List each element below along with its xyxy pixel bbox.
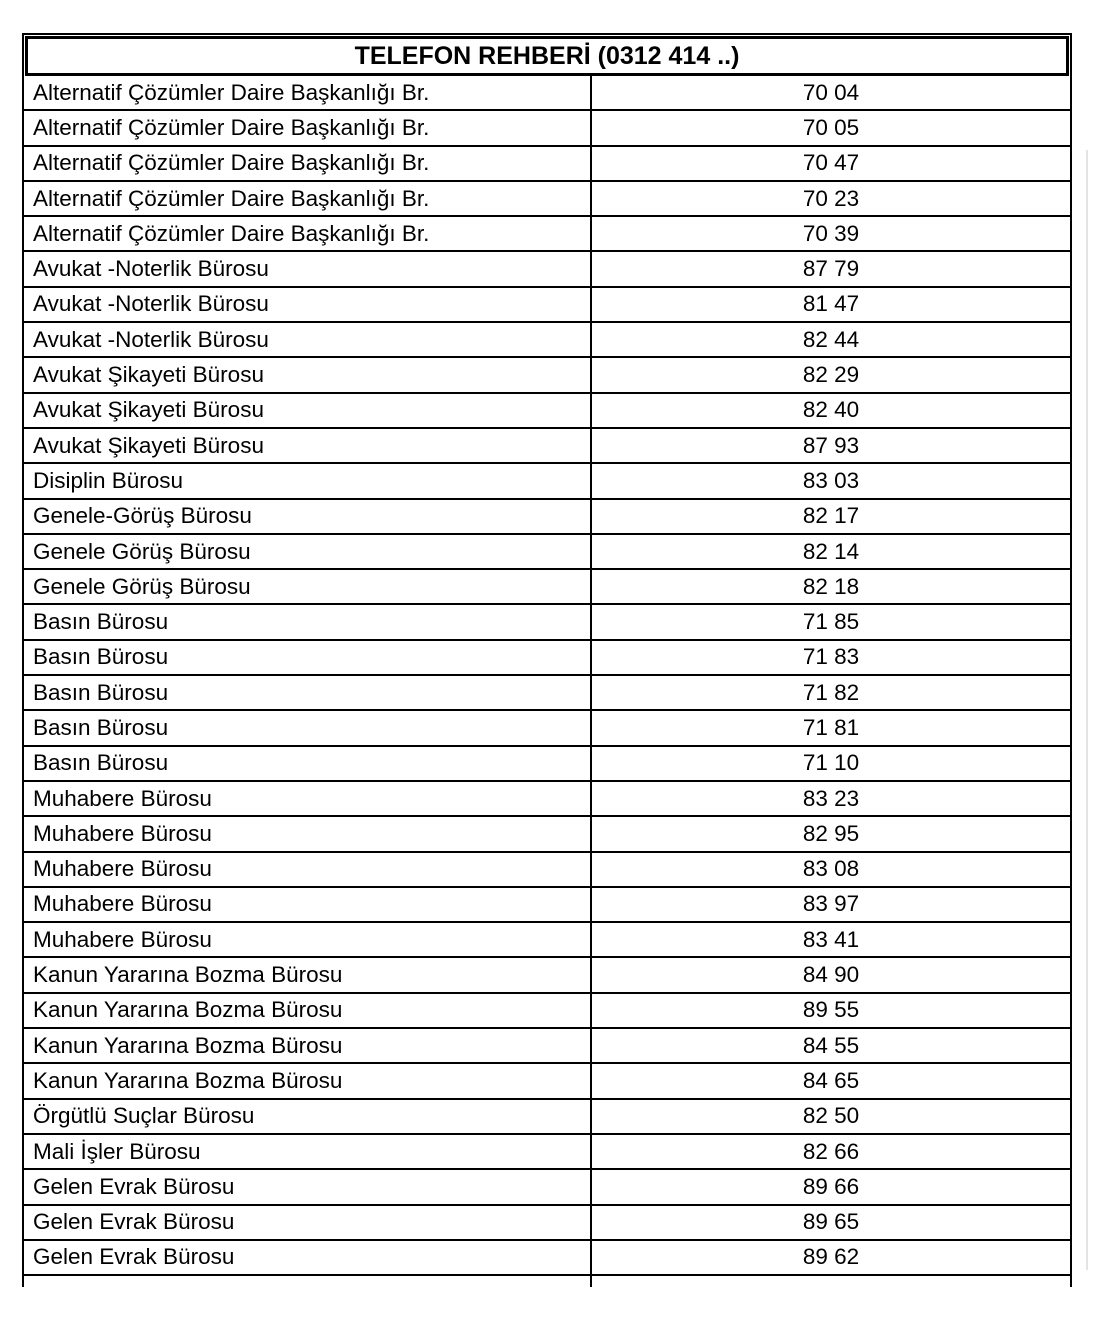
phone-number-cell: 82 29 [590,358,1070,391]
phone-number-cell: 82 14 [590,535,1070,568]
table-row [24,252,1070,287]
office-name-cell: Genele Görüş Bürosu [33,538,251,564]
table-row [24,1135,1070,1170]
office-name-cell: Genele Görüş Bürosu [33,573,251,599]
table-row [24,747,1070,782]
phone-number-cell: 71 82 [590,676,1070,709]
table-row [24,676,1070,711]
phone-number-cell: 70 39 [590,217,1070,250]
table-row [24,535,1070,570]
phone-number-cell: 71 85 [590,605,1070,638]
scan-artifact-line [1086,150,1088,1270]
office-name-cell: Basın Bürosu [33,644,169,670]
table-row [24,111,1070,146]
phone-number-cell: 82 66 [590,1135,1070,1168]
table-row [24,958,1070,993]
office-name-cell: Kanun Yararına Bozma Bürosu [33,962,343,988]
table-row [24,605,1070,640]
table-row [24,817,1070,852]
phone-number-cell: 84 55 [590,1029,1070,1062]
phone-number-cell: 89 65 [590,1206,1070,1239]
table-title-text: TELEFON REHBERİ (0312 414 ..) [354,41,740,70]
office-name-cell: Kanun Yararına Bozma Bürosu [33,1032,343,1058]
table-row [24,711,1070,746]
table-row [24,1170,1070,1205]
office-name-cell: Avukat Şikayeti Bürosu [33,362,264,388]
phone-number-cell: 83 23 [590,782,1070,815]
office-name-cell: Muhabere Bürosu [33,891,212,917]
phone-number-cell: 84 65 [590,1064,1070,1097]
office-name-cell: Muhabere Bürosu [33,926,212,952]
phone-number-cell: 82 50 [590,1100,1070,1133]
office-name-cell: Alternatif Çözümler Daire Başkanlığı Br. [33,220,430,246]
table-row [24,147,1070,182]
office-name-cell: Alternatif Çözümler Daire Başkanlığı Br. [33,114,430,140]
phone-number-cell: 82 44 [590,323,1070,356]
office-name-cell: Gelen Evrak Bürosu [33,1244,235,1270]
table-row [24,641,1070,676]
phone-number-cell: 70 47 [590,147,1070,180]
phone-number-cell: 70 23 [590,182,1070,215]
phone-number-cell: 71 10 [590,747,1070,780]
phone-number-cell: 89 66 [590,1170,1070,1203]
office-name-cell: Basın Bürosu [33,679,169,705]
table-row [24,1064,1070,1099]
phone-number-cell: 82 17 [590,500,1070,533]
table-row [24,288,1070,323]
office-name-cell: Mali İşler Bürosu [33,1138,201,1164]
office-name-cell: Basın Bürosu [33,750,169,776]
office-name-cell: Muhabere Bürosu [33,785,212,811]
office-name-cell: Avukat Şikayeti Bürosu [33,397,264,423]
phone-number-cell: 81 47 [590,288,1070,321]
table-row [24,76,1070,111]
phone-number-cell: 83 41 [590,923,1070,956]
table-row [24,923,1070,958]
table-body [24,76,1070,1276]
border-stub-left [22,1276,24,1287]
phone-number-cell: 70 05 [590,111,1070,144]
table-title [25,36,1069,76]
table-row [24,853,1070,888]
phone-number-cell: 87 79 [590,252,1070,285]
phone-number-cell: 82 95 [590,817,1070,850]
office-name-cell: Genele-Görüş Bürosu [33,503,252,529]
table-row [24,394,1070,429]
office-name-cell: Kanun Yararına Bozma Bürosu [33,997,343,1023]
office-name-cell: Alternatif Çözümler Daire Başkanlığı Br. [33,150,430,176]
phone-number-cell: 71 81 [590,711,1070,744]
office-name-cell: Avukat -Noterlik Bürosu [33,291,269,317]
table-row [24,182,1070,217]
table-row [24,570,1070,605]
phone-number-cell: 83 03 [590,464,1070,497]
office-name-cell: Disiplin Bürosu [33,467,184,493]
table-row [24,888,1070,923]
table-row [24,429,1070,464]
phone-number-cell: 82 40 [590,394,1070,427]
office-name-cell: Basın Bürosu [33,609,169,635]
table-row [24,464,1070,499]
office-name-cell: Muhabere Bürosu [33,856,212,882]
office-name-cell: Kanun Yararına Bozma Bürosu [33,1067,343,1093]
table-row [24,994,1070,1029]
table-row [24,217,1070,252]
table-row [24,358,1070,393]
phone-number-cell: 87 93 [590,429,1070,462]
table-row [24,323,1070,358]
table-row [24,1100,1070,1135]
phone-number-cell: 84 90 [590,958,1070,991]
office-name-cell: Alternatif Çözümler Daire Başkanlığı Br. [33,185,430,211]
office-name-cell: Avukat Şikayeti Bürosu [33,432,264,458]
phone-number-cell: 70 04 [590,76,1070,109]
table-row [24,1241,1070,1276]
phone-number-cell: 89 62 [590,1241,1070,1274]
phone-number-cell: 71 83 [590,641,1070,674]
phone-number-cell: 89 55 [590,994,1070,1027]
office-name-cell: Basın Bürosu [33,714,169,740]
table-row [24,782,1070,817]
phone-directory-table [22,33,1072,1276]
phone-number-cell: 83 97 [590,888,1070,921]
office-name-cell: Gelen Evrak Bürosu [33,1173,235,1199]
table-row [24,1029,1070,1064]
border-stub-right [1070,1276,1072,1287]
phone-number-cell: 83 08 [590,853,1070,886]
table-row [24,1206,1070,1241]
phone-number-cell: 82 18 [590,570,1070,603]
border-stub-divider [590,1276,592,1287]
office-name-cell: Gelen Evrak Bürosu [33,1209,235,1235]
office-name-cell: Avukat -Noterlik Bürosu [33,256,269,282]
office-name-cell: Örgütlü Suçlar Bürosu [33,1103,255,1129]
office-name-cell: Avukat -Noterlik Bürosu [33,326,269,352]
table-row [24,500,1070,535]
office-name-cell: Muhabere Bürosu [33,820,212,846]
office-name-cell: Alternatif Çözümler Daire Başkanlığı Br. [33,79,430,105]
